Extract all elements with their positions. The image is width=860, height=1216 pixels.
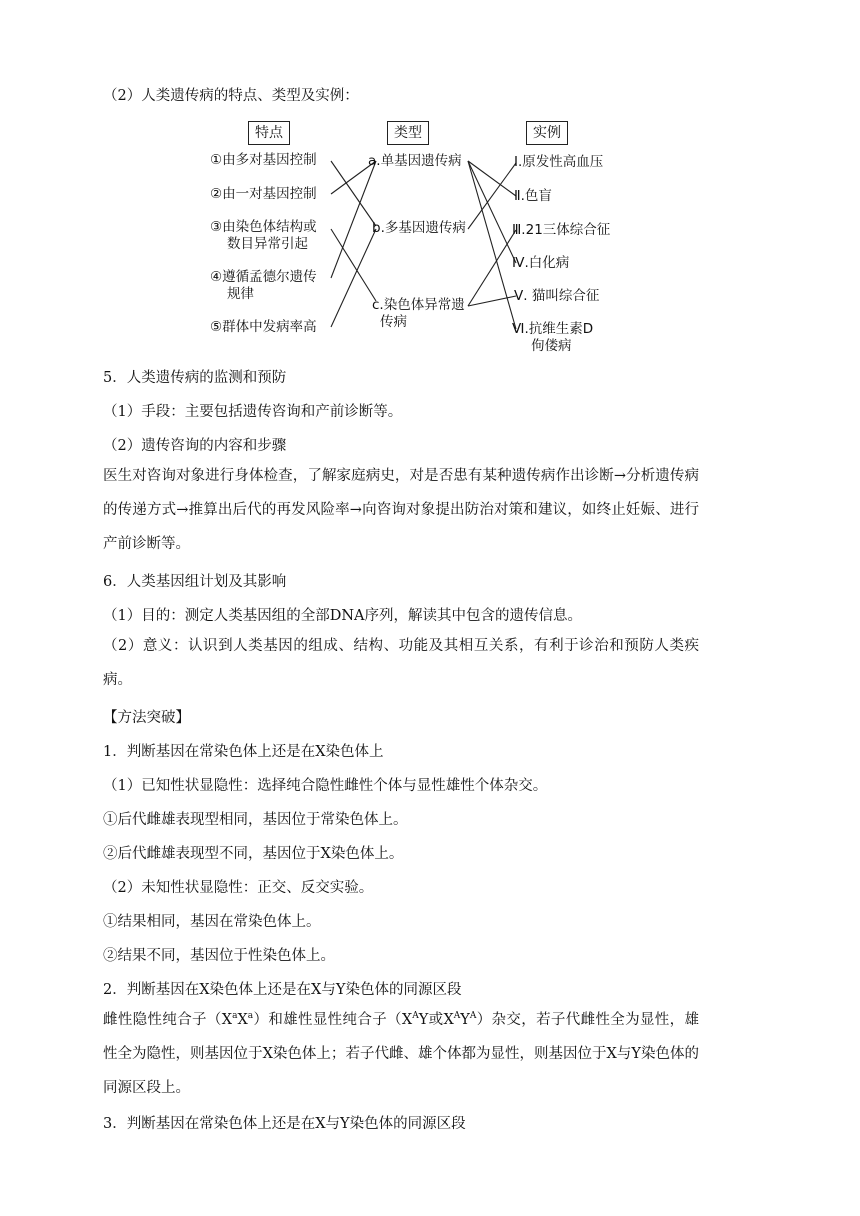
method-1-item-2: （2）未知性状显隐性：正交、反交实验。 [103, 880, 374, 896]
feature-4-line-2: 规律 [227, 286, 254, 302]
connector-c-III [468, 230, 516, 306]
method-title: 【方法突破】 [103, 710, 190, 726]
feature-5: ⑤群体中发病率高 [210, 319, 317, 335]
section-5-item-1: （1）手段：主要包括遗传咨询和产前诊断等。 [103, 404, 403, 420]
method-1-item-1a: ①后代雌雄表现型相同，基因位于常染色体上。 [103, 812, 408, 828]
example-VI-line-2: 佝偻病 [531, 338, 572, 354]
header-types: 类型 [387, 121, 429, 145]
connector-5-b [331, 229, 376, 327]
section-5-title: 5．人类遗传病的监测和预防 [103, 370, 287, 386]
feature-4: ④遵循孟德尔遗传 [210, 269, 317, 285]
method-1-item-1: （1）已知性状显隐性：选择纯合隐性雌性个体与显性雄性个体杂交。 [103, 778, 548, 794]
feature-1: ①由多对基因控制 [210, 152, 317, 168]
genetic-disease-matching-diagram [200, 116, 630, 360]
connector-a-IV [468, 161, 516, 263]
type-b: b.多基因遗传病 [372, 220, 466, 236]
method-2-paragraph: 雌性隐性纯合子$(X^aX^a)$和雄性显性纯合子（$X^AY$或$X^AY^A$）杂交，若子代雌性全为显性，雄性全为隐性，则基因位于X染色体上；若子代雌、雄个体都为显性，则基因位于X与Y染色体的同源区段上。 [103, 1011, 699, 1096]
method-2-title: 2．判断基因在X染色体上还是在X与Y染色体的同源区段 [103, 982, 462, 998]
section-6-item-2: （2）意义：认识到人类基因的组成、结构、功能及其相互关系，有利于诊治和预防人类疾病。 [103, 638, 699, 688]
method-1-title: 1．判断基因在常染色体上还是在X染色体上 [103, 744, 384, 760]
example-V: Ⅴ. 猫叫综合征 [514, 288, 600, 304]
example-I: Ⅰ.原发性高血压 [514, 154, 604, 170]
method-1-item-1b: ②后代雌雄表现型不同，基因位于X染色体上。 [103, 846, 404, 862]
example-III: Ⅲ.21三体综合征 [512, 222, 611, 238]
feature-2: ②由一对基因控制 [210, 186, 317, 202]
connector-1-b [331, 161, 376, 226]
header-features: 特点 [248, 121, 290, 145]
example-IV: Ⅳ.白化病 [512, 255, 570, 271]
feature-3-line-2: 数目异常引起 [227, 236, 308, 252]
type-c-line-2: 传病 [380, 314, 407, 330]
genetic-counseling-paragraph: 医生对咨询对象进行身体检查，了解家庭病史，对是否患有某种遗传病作出诊断→分析遗传病的传递方式→推算出后代的再发风险率→向咨询对象提出防治对策和建议，如终止妊娠、进行产前诊断等。 [103, 468, 699, 552]
section-2-heading: （2）人类遗传病的特点、类型及实例： [103, 88, 359, 104]
method-3-title: 3．判断基因在常染色体上还是在X与Y染色体的同源区段 [103, 1116, 466, 1132]
type-a: a.单基因遗传病 [368, 153, 462, 169]
connector-3-c [331, 229, 376, 301]
header-examples: 实例 [526, 121, 568, 145]
connector-a-II [468, 161, 516, 196]
section-5-item-2: （2）遗传咨询的内容和步骤 [103, 438, 287, 454]
connector-b-I [468, 163, 516, 229]
connector-a-VI [468, 161, 516, 329]
method-1-item-2a: ①结果相同，基因在常染色体上。 [103, 914, 321, 930]
connector-4-a [331, 161, 376, 278]
method-1-item-2b: ②结果不同，基因位于性染色体上。 [103, 948, 335, 964]
feature-3: ③由染色体结构或 [210, 219, 317, 235]
example-II: Ⅱ.色盲 [514, 188, 552, 204]
example-VI: Ⅵ.抗维生素D [512, 321, 594, 337]
type-c: c.染色体异常遗 [372, 297, 465, 313]
section-6-item-1: （1）目的：测定人类基因组的全部DNA序列，解读其中包含的遗传信息。 [103, 608, 583, 624]
section-6-title: 6．人类基因组计划及其影响 [103, 574, 287, 590]
